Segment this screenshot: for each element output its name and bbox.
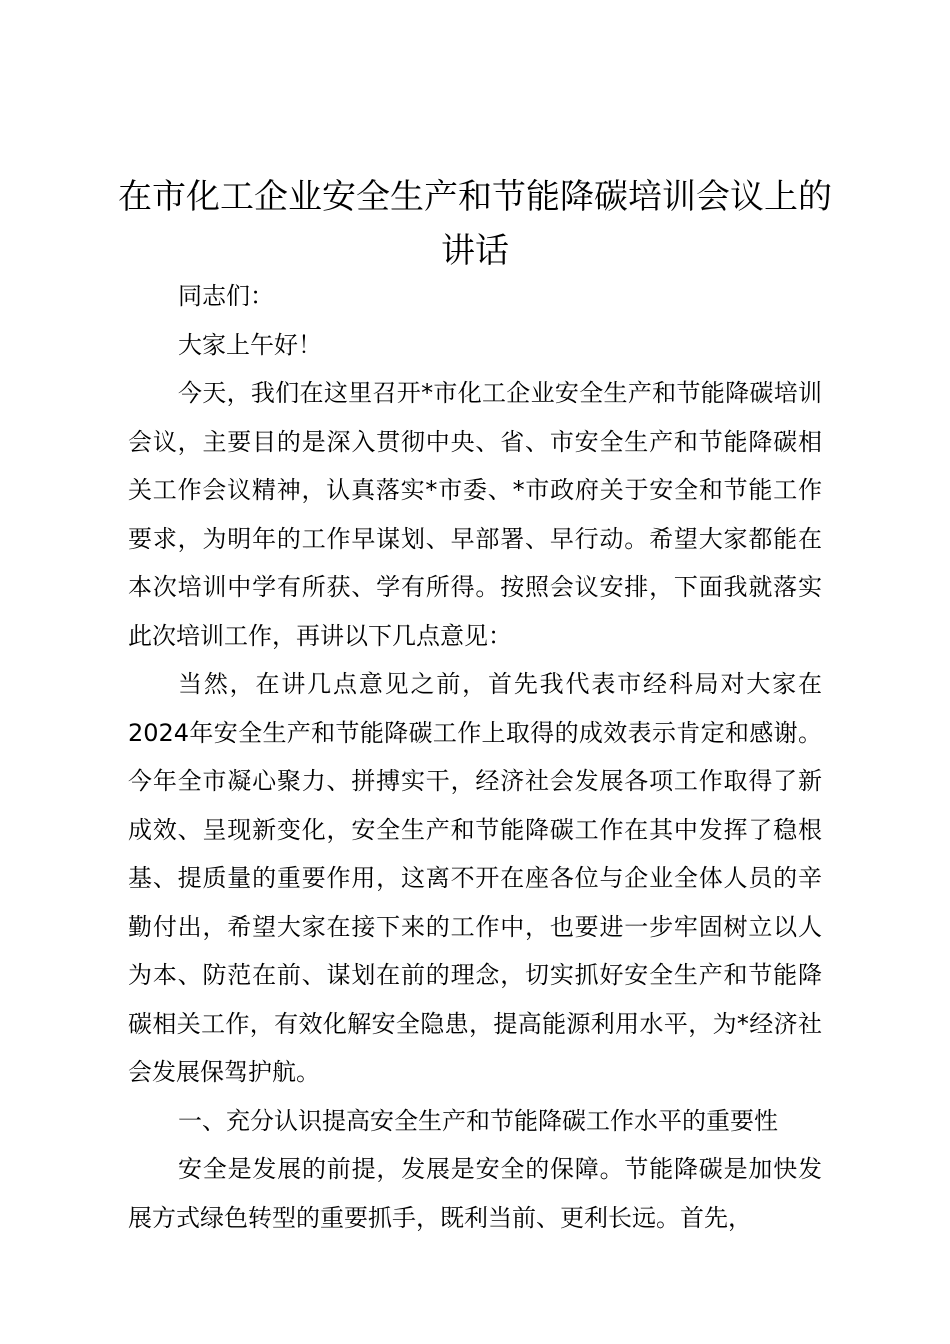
document-title: 在市化工企业安全生产和节能降碳培训会议上的讲话 xyxy=(118,177,832,271)
body-paragraph-intro: 今天，我们在这里召开*市化工企业安全生产和节能降碳培训会议，主要目的是深入贯彻中央、省、市安全生产和节能降碳相关工作会议精神，认真落实*市委、*市政府关于安全和节能工作要求，为明年的工作早谋划、早部署、早行动。希望大家都能在本次培训中学有所获、学有所得。按照会议安排，下面我就落实此次培训工作，再讲以下几点意见： xyxy=(128,379,822,650)
greeting: 大家上午好！ xyxy=(178,330,322,359)
body-paragraph-section-1: 安全是发展的前提，发展是安全的保障。节能降碳是加快发展方式绿色转型的重要抓手，既利当前、更利长远。首先， xyxy=(128,1155,822,1232)
body-paragraph-thanks: 当然，在讲几点意见之前，首先我代表市经科局对大家在2024年安全生产和节能降碳工作上取得的成效表示肯定和感谢。今年全市凝心聚力、拼搏实干，经济社会发展各项工作取得了新成效、呈现新变化，安全生产和节能降碳工作在其中发挥了稳根基、提质量的重要作用，这离不开在座各位与企业全体人员的辛勤付出，希望大家在接下来的工作中，也要进一步牢固树立以人为本、防范在前、谋划在前的理念，切实抓好安全生产和节能降碳相关工作，有效化解安全隐患，提高能源利用水平，为*经济社会发展保驾护航。 xyxy=(128,670,822,1086)
section-heading-1: 一、充分认识提高安全生产和节能降碳工作水平的重要性 xyxy=(178,1106,778,1135)
salutation: 同志们： xyxy=(178,282,274,310)
document-body xyxy=(128,272,822,1242)
